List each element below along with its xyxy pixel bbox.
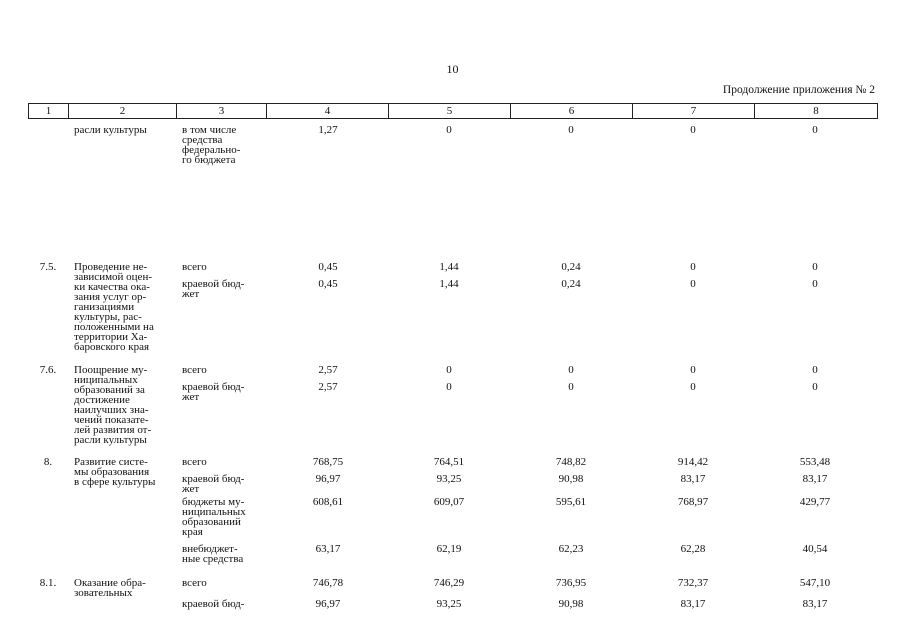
row-number: 7.5. bbox=[39, 261, 57, 273]
value-cell: 914,42 bbox=[677, 456, 709, 468]
row-name-line: ниципальных bbox=[74, 374, 138, 386]
header-cell: 3 bbox=[177, 104, 267, 119]
value-cell: 746,29 bbox=[433, 577, 465, 589]
value-cell: 0 bbox=[446, 381, 452, 393]
value-cell: 2,57 bbox=[318, 364, 338, 376]
funding-source-line: краевой бюд- bbox=[182, 381, 245, 393]
value-cell: 0 bbox=[446, 364, 452, 376]
value-cell: 2,57 bbox=[318, 381, 338, 393]
funding-source-line: жет bbox=[182, 391, 200, 403]
row-name-line: чений показате- bbox=[74, 414, 149, 426]
row-name-line: наилучших зна- bbox=[74, 404, 149, 416]
funding-source-line: краевой бюд- bbox=[182, 278, 245, 290]
value-cell: 0 bbox=[690, 381, 696, 393]
continuation-note: Продолжение приложения № 2 bbox=[722, 84, 875, 96]
row-name-line: ганизациями bbox=[74, 301, 135, 313]
header-cell: 4 bbox=[267, 104, 389, 119]
funding-source-line: края bbox=[182, 526, 203, 538]
value-cell: 0 bbox=[690, 364, 696, 376]
funding-source-line: всего bbox=[182, 577, 207, 589]
value-cell: 0 bbox=[690, 261, 696, 273]
value-cell: 93,25 bbox=[436, 473, 462, 485]
row-name-line: достижение bbox=[74, 394, 130, 406]
header-cell: 6 bbox=[511, 104, 633, 119]
row-number: 8. bbox=[43, 456, 53, 468]
value-cell: 63,17 bbox=[315, 543, 341, 555]
value-cell: 429,77 bbox=[799, 496, 831, 508]
row-name-line: зависимой оцен- bbox=[74, 271, 152, 283]
value-cell: 62,23 bbox=[558, 543, 584, 555]
row-name-line: Развитие систе- bbox=[74, 456, 148, 468]
value-cell: 62,19 bbox=[436, 543, 462, 555]
row-name-line: зовательных bbox=[74, 587, 133, 599]
page-number: 10 bbox=[446, 62, 459, 76]
funding-source-line: го бюджета bbox=[182, 154, 236, 166]
row-name-line: образований за bbox=[74, 384, 145, 396]
funding-source-line: жет bbox=[182, 288, 200, 300]
value-cell: 595,61 bbox=[555, 496, 587, 508]
value-cell: 0,24 bbox=[561, 278, 581, 290]
value-cell: 0 bbox=[812, 278, 818, 290]
funding-source-line: краевой бюд- bbox=[182, 598, 245, 610]
row-name-line: положенными на bbox=[74, 321, 154, 333]
value-cell: 40,54 bbox=[802, 543, 828, 555]
value-cell: 0,45 bbox=[318, 261, 338, 273]
value-cell: 764,51 bbox=[433, 456, 465, 468]
header-cell: 8 bbox=[755, 104, 878, 119]
row-name-line: ки качества ока- bbox=[74, 281, 150, 293]
funding-source-line: образований bbox=[182, 516, 241, 528]
value-cell: 0 bbox=[812, 381, 818, 393]
value-cell: 0,45 bbox=[318, 278, 338, 290]
value-cell: 732,37 bbox=[677, 577, 709, 589]
funding-source-line: средства bbox=[182, 134, 223, 146]
value-cell: 96,97 bbox=[315, 473, 341, 485]
row-name-line: Поощрение му- bbox=[74, 364, 148, 376]
funding-source-line: жет bbox=[182, 483, 200, 495]
value-cell: 0 bbox=[690, 124, 696, 136]
funding-source-line: краевой бюд- bbox=[182, 473, 245, 485]
value-cell: 83,17 bbox=[802, 598, 828, 610]
header-cell: 1 bbox=[29, 104, 69, 119]
row-name-line: территории Ха- bbox=[74, 331, 148, 343]
value-cell: 1,44 bbox=[439, 278, 459, 290]
header-cell: 5 bbox=[389, 104, 511, 119]
value-cell: 736,95 bbox=[555, 577, 587, 589]
row-name-line: зания услуг ор- bbox=[74, 291, 147, 303]
value-cell: 553,48 bbox=[799, 456, 831, 468]
funding-source-line: всего bbox=[182, 364, 207, 376]
row-number: 7.6. bbox=[39, 364, 57, 376]
value-cell: 83,17 bbox=[680, 598, 706, 610]
value-cell: 83,17 bbox=[680, 473, 706, 485]
value-cell: 748,82 bbox=[555, 456, 587, 468]
row-number: 8.1. bbox=[39, 577, 57, 589]
row-name-line: лей развития от- bbox=[74, 424, 152, 436]
funding-source-line: федерально- bbox=[182, 144, 241, 156]
header-cell: 7 bbox=[633, 104, 755, 119]
value-cell: 0 bbox=[568, 364, 574, 376]
value-cell: 0 bbox=[446, 124, 452, 136]
value-cell: 0,24 bbox=[561, 261, 581, 273]
value-cell: 0 bbox=[812, 261, 818, 273]
row-name-line: Оказание обра- bbox=[74, 577, 146, 589]
row-name-line: расли культуры bbox=[74, 124, 147, 136]
value-cell: 547,10 bbox=[799, 577, 831, 589]
value-cell: 93,25 bbox=[436, 598, 462, 610]
value-cell: 0 bbox=[690, 278, 696, 290]
value-cell: 1,27 bbox=[318, 124, 338, 136]
row-name-line: баровского края bbox=[74, 341, 150, 353]
value-cell: 608,61 bbox=[312, 496, 344, 508]
row-name-line: в сфере культуры bbox=[74, 476, 156, 488]
value-cell: 746,78 bbox=[312, 577, 344, 589]
value-cell: 90,98 bbox=[558, 473, 584, 485]
row-name-line: мы образования bbox=[74, 466, 150, 478]
funding-source-line: всего bbox=[182, 261, 207, 273]
row-name-line: расли культуры bbox=[74, 434, 147, 446]
value-cell: 609,07 bbox=[433, 496, 465, 508]
value-cell: 1,44 bbox=[439, 261, 459, 273]
funding-source-line: внебюджет- bbox=[182, 543, 238, 555]
value-cell: 0 bbox=[812, 124, 818, 136]
value-cell: 768,75 bbox=[312, 456, 344, 468]
value-cell: 0 bbox=[568, 381, 574, 393]
value-cell: 96,97 bbox=[315, 598, 341, 610]
funding-source-line: бюджеты му- bbox=[182, 496, 245, 508]
value-cell: 90,98 bbox=[558, 598, 584, 610]
funding-source-line: в том числе bbox=[182, 124, 237, 136]
value-cell: 768,97 bbox=[677, 496, 709, 508]
funding-source-line: ниципальных bbox=[182, 506, 246, 518]
header-cell: 2 bbox=[69, 104, 177, 119]
funding-source-line: ные средства bbox=[182, 553, 244, 565]
value-cell: 62,28 bbox=[680, 543, 706, 555]
row-name-line: культуры, рас- bbox=[74, 311, 142, 323]
value-cell: 0 bbox=[812, 364, 818, 376]
value-cell: 83,17 bbox=[802, 473, 828, 485]
row-name-line: Проведение не- bbox=[74, 261, 148, 273]
funding-source-line: всего bbox=[182, 456, 207, 468]
value-cell: 0 bbox=[568, 124, 574, 136]
